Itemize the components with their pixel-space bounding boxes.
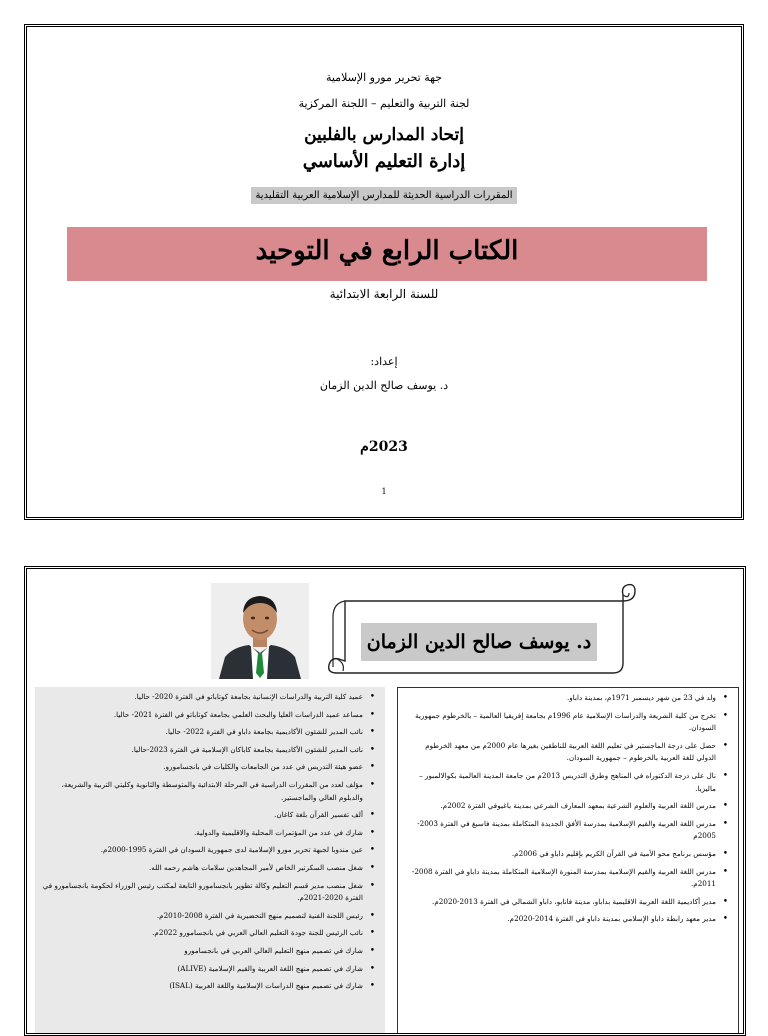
- bio-left-list: [41, 691, 377, 993]
- bio-list-item: • عضو هيئة التدريس في عدد من الجامعات والكليات في بانجسامورو.: [41, 761, 363, 774]
- author-photo: [211, 583, 309, 679]
- bio-list-item: • ألف تفسير القرآن بلغة كاغان.: [41, 809, 363, 822]
- bio-list-item: • شغل منصب مدير قسم التعليم وكالة تطوير بانجسامورو التابعة لمكتب رئيس الوزراء لحكومة بانجسامورو في الفترة 2020-2021م.: [41, 880, 363, 905]
- union-heading: إتحاد المدارس بالفلبين: [304, 125, 464, 145]
- department-heading: إدارة التعليم الأساسي: [302, 151, 466, 172]
- grade-line: للسنة الرابعة الابتدائية: [329, 287, 439, 301]
- bio-list-item: • نائب المدير للشئون الأكاديمية بجامعة كاباكان الإسلامية في الفترة 2023-حاليا.: [41, 744, 363, 757]
- prepared-by-label: إعداد:: [370, 355, 398, 368]
- bio-list-item: • مؤسس برنامج محو الأمية في القرآن الكريم بإقليم داباو في 2006م.: [406, 848, 716, 861]
- bio-list-item: • نال على درجة الدكتوراه في المناهج وطرق التدريس 2013م من جامعة المدينة العالمية بكوالالمبور – ماليزيا.: [406, 770, 716, 795]
- title-band: [67, 227, 707, 281]
- bio-list-item: • مدير معهد رابطة داباو الإسلامي بمدينة داباو في الفترة 2014-2020م.: [406, 913, 716, 926]
- bio-name: د. يوسف صالح الدين الزمان: [361, 623, 597, 661]
- bio-list-item: • مدرس اللغة العربية والعلوم الشرعية بمعهد المعارف الشرعي بمدينة باغيوفي الفترة 2002م.: [406, 800, 716, 813]
- bio-list-item: • ولد في 23 من شهر ديسمبر 1971م، بمدينة داباو.: [406, 692, 716, 705]
- bio-left-column: [35, 687, 385, 1036]
- book-title: الكتاب الرابع في التوحيد: [255, 236, 519, 266]
- bio-right-column: [397, 687, 739, 1036]
- bio-list-item: • حصل على درجة الماجستير في تعليم اللغة العربية للناطقين بغيرها عام 2000م من معهد الخرطوم الدولي للغة العربية بالخرطوم – جمهورية السودان.: [406, 740, 716, 765]
- bio-list-item: • مساعد عميد الدراسات العليا والبحث العلمي بجامعة كوتاباتو في الفترة 2021- حاليا.: [41, 709, 363, 722]
- curriculum-line: المقررات الدراسية الحديثة للمدارس الإسلامية العربية التقليدية: [251, 187, 516, 204]
- bio-list-item: • تخرج من كلية الشريعة والدراسات الإسلامية عام 1996م بجامعة إفريقيا العالمية – بالخرطوم جمهورية السودان.: [406, 710, 716, 735]
- name-scroll-banner: [323, 581, 643, 681]
- cover-page: [24, 24, 744, 520]
- bio-list-item: • مدرس اللغة العربية والقيم الإسلامية بمدرسة المنورة الإسلامية المتكاملة بمدينة داباو في الفترة 2008-2011م.: [406, 866, 716, 891]
- bio-list-item: • نائب المدير للشئون الأكاديمية بجامعة داباو في الفترة 2022- حاليا.: [41, 726, 363, 739]
- bio-list-item: • عين مندوبا لجبهة تحرير مورو الإسلامية لدى جمهورية السودان في الفترة 1995-2000م.: [41, 844, 363, 857]
- year: 2023م: [360, 439, 408, 455]
- page-number: 1: [381, 487, 387, 496]
- committee-line: لجنة التربية والتعليم – اللجنة المركزية: [298, 97, 470, 110]
- author-name: د. يوسف صالح الدين الزمان: [319, 379, 449, 392]
- organization-line: جهة تحرير مورو الإسلامية: [325, 71, 443, 84]
- bio-list-item: • شارك في تصميم منهج التعليم العالي العربي في بانجسامورو: [41, 945, 363, 958]
- bio-list-item: • نائب الرئيس للجنة جودة التعليم العالي العربي في بانجسامورو 2022م.: [41, 927, 363, 940]
- bio-list-item: • شغل منصب السكرتير الخاص لأمير المجاهدين سلامات هاشم رحمه الله.: [41, 862, 363, 875]
- curriculum-line-wrap: [27, 183, 741, 204]
- bio-right-list: [406, 692, 730, 926]
- bio-list-item: • مؤلف لعدد من المقررات الدراسية في المرحلة الابتدائية والمتوسطة والثانوية وكليتي التربية والشريعة، والدبلوم العالي والماجستير.: [41, 779, 363, 804]
- bio-list-item: • عميد كلية التربية والدراسات الإنسانية بجامعة كوتاباتو في الفترة 2020- حاليا.: [41, 691, 363, 704]
- bio-list-item: • رئيس اللجنة الفنية لتصميم منهج التحضيرية في الفترة 2008-2010م.: [41, 910, 363, 923]
- bio-list-item: • شارك في تصميم منهج الدراسات الإسلامية واللغة العربية (ISAL): [41, 980, 363, 993]
- bio-list-item: • مدرس اللغة العربية والقيم الإسلامية بمدرسة الأفق الجديدة المتكاملة بمدينة فاسيغ في الفترة 2003-2005م: [406, 818, 716, 843]
- bio-list-item: • مدير أكاديمية اللغة العربية الاقليمية بداباو، مدينة فانابو، داباو الشمالي في الفترة 2013-2020م.: [406, 896, 716, 909]
- bio-list-item: • شارك في عدد من المؤتمرات المحلية والاقليمية والدولية.: [41, 827, 363, 840]
- biography-page: [24, 566, 746, 1036]
- bio-list-item: • شارك في تصميم منهج اللغة العربية والقيم الإسلامية (ALIVE): [41, 963, 363, 976]
- author-portrait-icon: [211, 583, 309, 679]
